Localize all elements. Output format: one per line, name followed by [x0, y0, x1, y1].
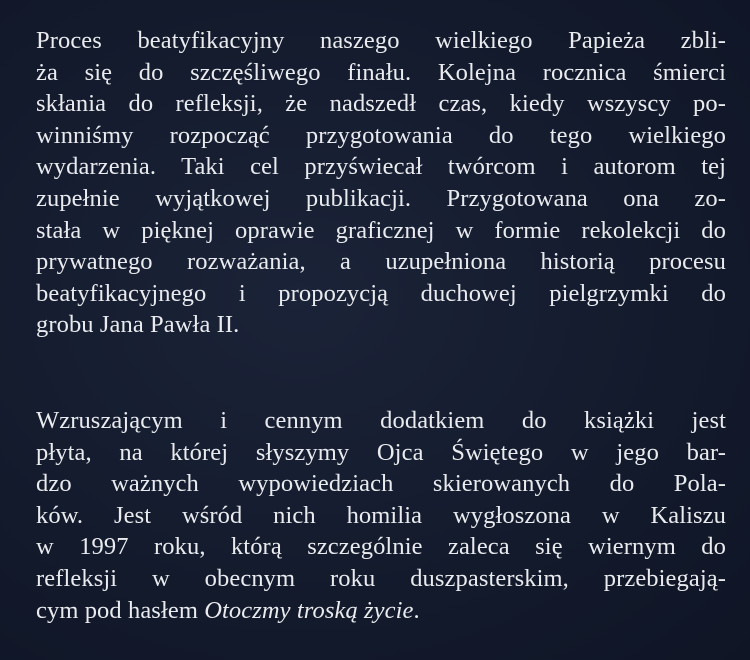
- paragraph-1: [36, 25, 726, 341]
- paragraph-2: [36, 405, 726, 626]
- last-line-suffix: .: [413, 596, 420, 624]
- paragraph-line: prywatnego rozważania, a uzupełniona historią procesu: [36, 248, 726, 276]
- paragraph-line: skłania do refleksji, że nadszedł czas, kiedy wszyscy po-: [36, 90, 726, 118]
- paragraph-last-line: [36, 595, 726, 627]
- paragraph-line: zupełnie wyjątkowej publikacji. Przygotowana ona zo-: [36, 184, 726, 212]
- paragraph-line: ków. Jest wśród nich homilia wygłoszona w Kaliszu: [36, 501, 726, 529]
- paragraph-line: refleksji w obecnym roku duszpasterskim, przebiegają-: [36, 564, 726, 592]
- paragraph-line: płyta, na której słyszymy Ojca Świętego w jego bar-: [36, 438, 726, 466]
- paragraph-line: w 1997 roku, którą szczególnie zaleca się wiernym do: [36, 533, 726, 561]
- campaign-motto: Otoczmy troską życie: [204, 596, 414, 624]
- paragraph-line: wydarzenia. Taki cel przyświecał twórcom i autorom tej: [36, 153, 726, 181]
- paragraph-line: dzo ważnych wypowiedziach skierowanych do Pola-: [36, 470, 726, 498]
- paragraph-line: grobu Jana Pawła II.: [36, 311, 240, 339]
- paragraph-line: Wzruszającym i cennym dodatkiem do książki jest: [36, 407, 726, 434]
- paragraph-line: Proces beatyfikacyjny naszego wielkiego Papieża zbli-: [36, 27, 726, 54]
- paragraph-line: ża się do szczęśliwego finału. Kolejna rocznica śmierci: [36, 58, 726, 86]
- last-line-prefix: cym pod hasłem: [36, 596, 205, 624]
- paragraph-line: beatyfikacyjnego i propozycją duchowej pielgrzymki do: [36, 279, 726, 307]
- paragraph-line: stała w pięknej oprawie graficznej w formie rekolekcji do: [36, 216, 726, 244]
- paragraph-line: winniśmy rozpocząć przygotowania do tego wielkiego: [36, 121, 726, 149]
